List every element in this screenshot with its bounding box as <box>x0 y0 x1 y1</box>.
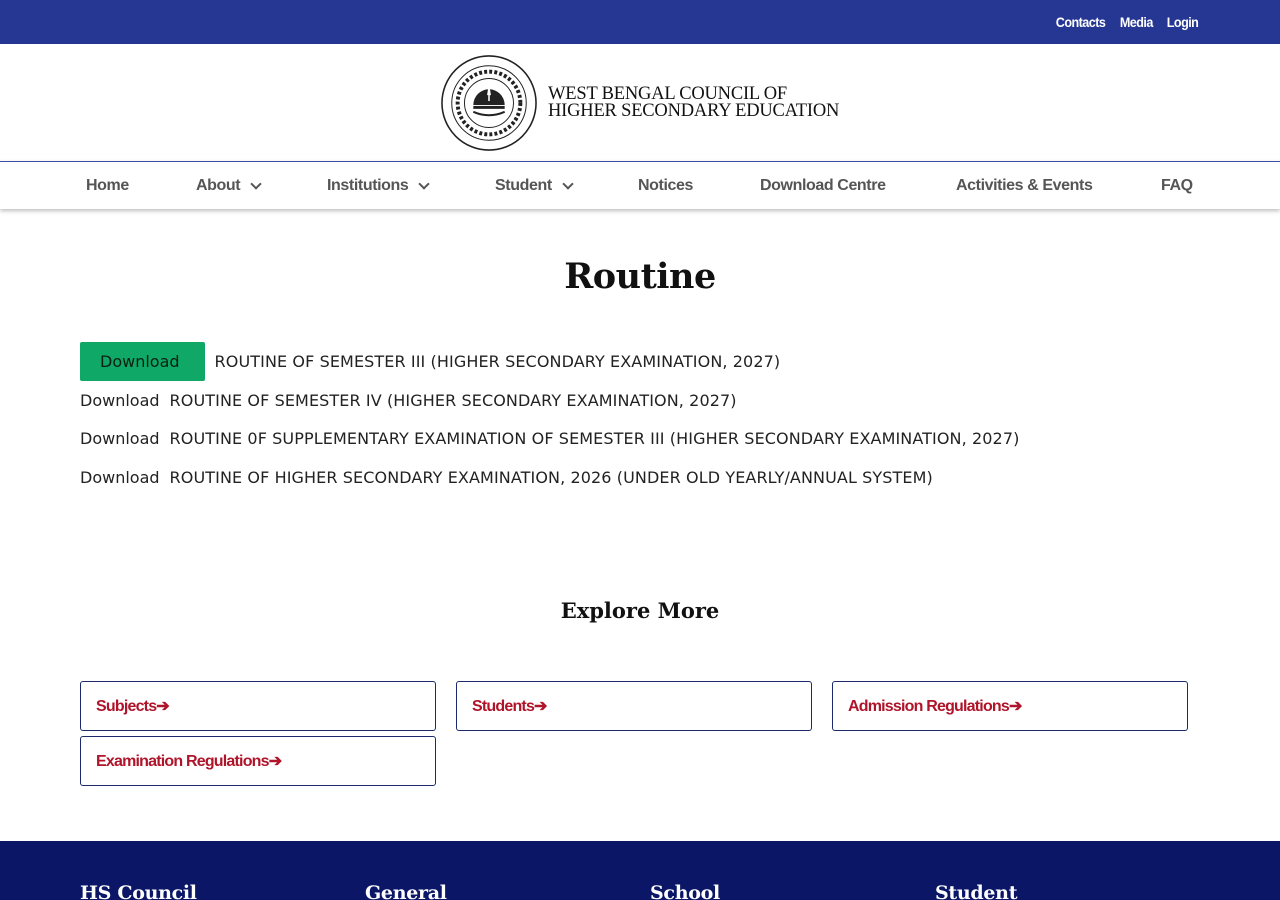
card-label: Students➔ <box>472 698 547 715</box>
site-footer <box>0 841 1280 900</box>
download-button[interactable]: Download <box>80 391 160 410</box>
download-button[interactable]: Download <box>80 429 160 448</box>
routine-title: ROUTINE OF SEMESTER III (HIGHER SECONDARY EXAMINATION, 2027) <box>214 352 781 371</box>
media-link[interactable]: Media <box>1120 14 1154 30</box>
chevron-down-icon <box>419 178 430 189</box>
nav-institutions-label: Institutions <box>327 176 409 194</box>
nav-home[interactable] <box>86 162 129 209</box>
nav-faq[interactable] <box>1161 162 1193 209</box>
routine-title: ROUTINE 0F SUPPLEMENTARY EXAMINATION OF SEMESTER III (HIGHER SECONDARY EXAMINATION, 2027) <box>169 429 1020 448</box>
footer-heading-student: Student <box>935 882 1018 900</box>
nav-activities-label: Activities & Events <box>956 176 1093 194</box>
routine-title: ROUTINE OF HIGHER SECONDARY EXAMINATION, 2026 (UNDER OLD YEARLY/ANNUAL SYSTEM) <box>169 468 933 487</box>
nav-faq-label: FAQ <box>1161 176 1193 194</box>
card-label: Examination Regulations➔ <box>96 753 282 770</box>
nav-notices[interactable] <box>638 162 693 209</box>
nav-notices-label: Notices <box>638 176 693 194</box>
explore-card-admission-regulations[interactable] <box>832 681 1188 731</box>
routine-item <box>80 458 933 497</box>
footer-heading-hs-council: HS Council <box>80 882 197 900</box>
download-button[interactable]: Download <box>80 342 205 381</box>
brand-line-2: HIGHER SECONDARY EDUCATION <box>548 101 840 121</box>
chevron-down-icon <box>562 178 573 189</box>
site-brand[interactable] <box>440 53 840 153</box>
nav-download-centre[interactable] <box>760 162 886 209</box>
nav-home-label: Home <box>86 176 129 194</box>
login-link[interactable]: Login <box>1166 14 1199 30</box>
top-bar <box>0 0 1280 44</box>
nav-download-centre-label: Download Centre <box>760 176 886 194</box>
explore-card-examination-regulations[interactable] <box>80 736 436 786</box>
routine-item <box>80 381 737 420</box>
page-title: Routine <box>564 256 716 297</box>
nav-institutions[interactable] <box>327 162 428 209</box>
footer-heading-general: General <box>365 882 447 900</box>
routine-item <box>80 419 1019 458</box>
main-nav <box>0 161 1280 209</box>
download-button[interactable]: Download <box>80 468 160 487</box>
routine-item <box>80 342 780 381</box>
brand-name <box>548 86 839 120</box>
explore-card-students[interactable] <box>456 681 812 731</box>
card-label: Admission Regulations➔ <box>848 698 1022 715</box>
council-seal-logo <box>440 54 538 152</box>
chevron-down-icon <box>251 178 262 189</box>
explore-card-subjects[interactable] <box>80 681 436 731</box>
nav-student-label: Student <box>495 176 552 194</box>
nav-about[interactable] <box>196 162 260 209</box>
nav-student[interactable] <box>495 162 572 209</box>
brand-line-1: WEST BENGAL COUNCIL OF <box>548 84 788 104</box>
top-links <box>1053 0 1200 44</box>
contacts-link[interactable]: Contacts <box>1055 14 1106 30</box>
nav-about-label: About <box>196 176 241 194</box>
routine-title: ROUTINE OF SEMESTER IV (HIGHER SECONDARY EXAMINATION, 2027) <box>169 391 737 410</box>
footer-heading-school: School <box>650 882 720 900</box>
explore-more-heading: Explore More <box>560 598 720 623</box>
card-label: Subjects➔ <box>96 698 169 715</box>
nav-activities-events[interactable] <box>956 162 1092 209</box>
